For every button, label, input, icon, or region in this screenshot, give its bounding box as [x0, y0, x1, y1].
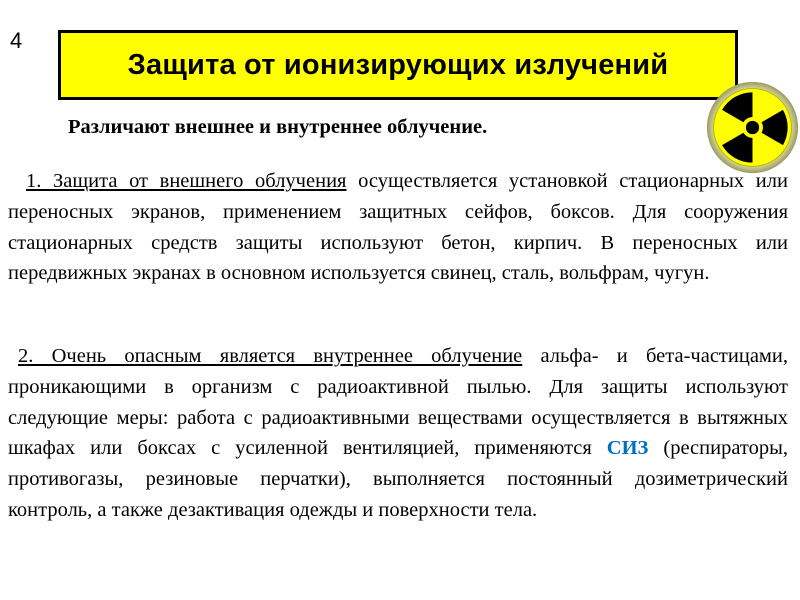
- paragraph2-body-end: (респираторы, противогазы, резиновые перчатки), выполняется постоянный дозиметрический контроль, а также дезактивация одежды и поверхности тела.: [8, 437, 788, 521]
- paragraph-external-protection: [8, 166, 788, 289]
- slide-number: 4: [10, 28, 23, 53]
- siz-highlight: СИЗ: [606, 437, 649, 460]
- subtitle: Различают внешнее и внутреннее облучение.: [68, 116, 488, 138]
- radiation-hazard-icon: [705, 80, 800, 175]
- page-title: Защита от ионизирующих излучений: [127, 48, 669, 81]
- paragraph2-body-start: альфа- и бета-частицами, проникающими в организм с радиоактивной пылью. Для защиты используют следующие меры: работа с радиоактивными веществами осуществляется в вытяжных шкафах или боксах с усиленной вентиляцией, применяются: [8, 345, 788, 460]
- title-banner: [58, 30, 738, 100]
- paragraph2-heading: 2. Очень опасным является внутреннее облучение: [18, 345, 523, 367]
- paragraph1-heading: 1. Защита от внешнего облучения: [26, 170, 347, 192]
- paragraph1-body: осуществляется установкой стационарных или переносных экранов, применением защитных сейфов, боксов. Для сооружения стационарных средств защиты используют бетон, кирпич. В переносных или передвижных экранах в основном используется свинец, сталь, вольфрам, чугун.: [8, 170, 788, 285]
- paragraph-internal-protection: [8, 341, 788, 526]
